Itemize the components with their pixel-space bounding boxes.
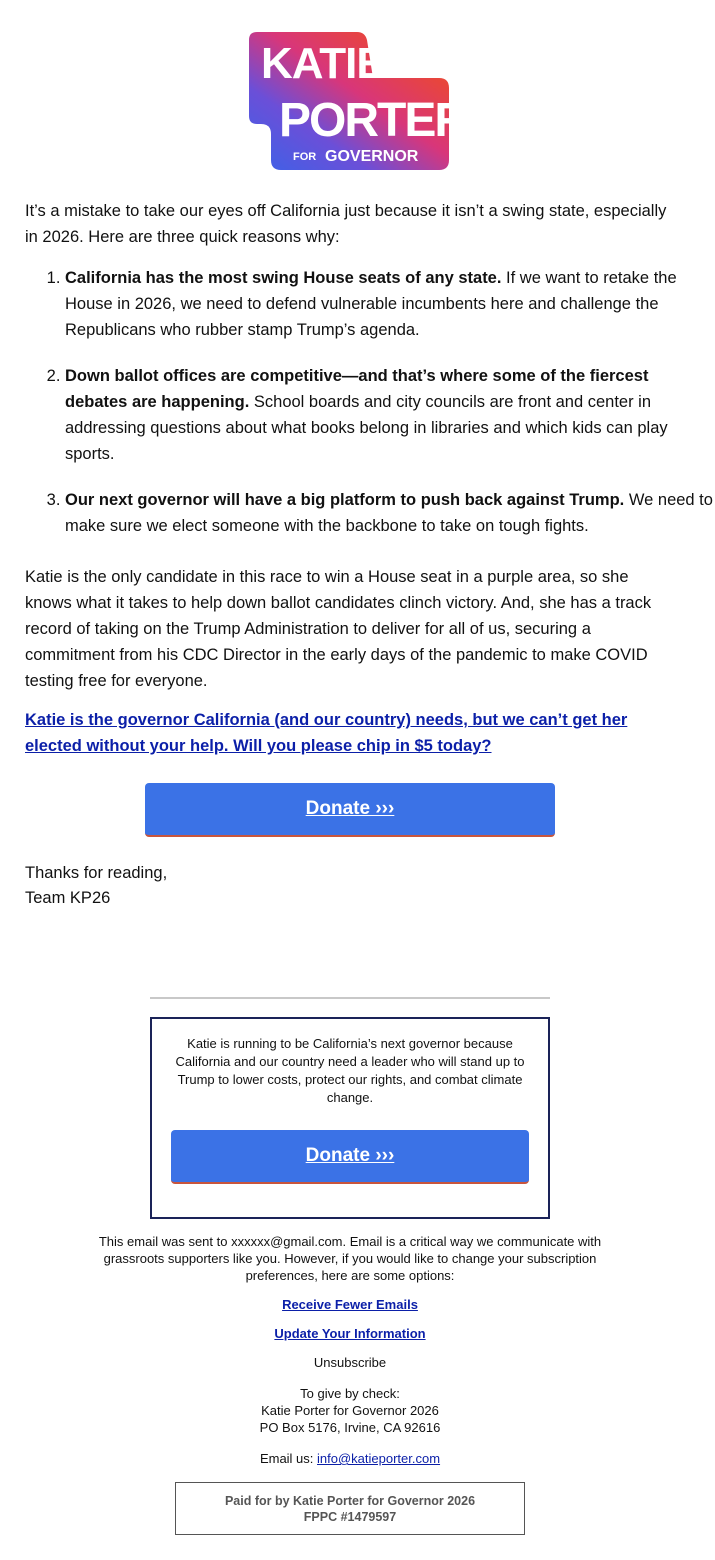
receive-fewer-emails-link[interactable]: Receive Fewer Emails [282,1297,418,1312]
reason-text: School boards and city councils are front and center in addressing questions about what books belong in libraries and which kids can play sports. [65,393,668,463]
logo-line1: KATIE [261,39,385,88]
donate-button[interactable]: Donate ››› [145,783,555,837]
reason-bold: Down ballot offices are competitive—and that’s where some of the fiercest debates are happening. [65,367,649,411]
reasons-list [25,265,715,559]
email-link[interactable]: info@katieporter.com [317,1451,441,1466]
reason-item [65,265,715,343]
divider [150,997,550,999]
reason-bold: Our next governor will have a big platform to push back against Trump. [65,491,625,509]
signoff [25,861,167,911]
unsubscribe-link[interactable]: Unsubscribe [313,1355,387,1370]
appeal-text: Katie is running to be California’s next governor because California and our country need a leader who will stand up to Trump to lower costs, protect our rights, and combat climate change. [175,1036,525,1105]
check-name: Katie Porter for Governor 2026 [261,1403,439,1418]
reason-item [65,363,715,467]
reason-bold: California has the most swing House seats of any state. [65,269,502,287]
reason-item [65,487,715,539]
reason-text: If we want to retake the House in 2026, we need to defend vulnerable incumbents here and challenge the Republicans who rubber stamp Trump’s agenda. [65,269,677,339]
logo-governor: GOVERNOR [325,148,419,165]
logo-line2: PORTER [279,94,468,147]
signoff-line2: Team KP26 [25,889,111,907]
appeal-box [150,1017,550,1219]
body-paragraph: Katie is the only candidate in this race to win a House seat in a purple area, so she knows what it takes to help down ballot candidates clinch victory. And, she has a track record of taking on the Trump Administration to deliver for all of us, securing a commitment from his CDC Director in the early days of the pandemic to make COVID testing free for everyone. [25,568,652,690]
update-information-link[interactable]: Update Your Information [274,1326,426,1341]
subscription-notice: This email was sent to xxxxxx@gmail.com. Email is a critical way we communicate with grassroots supporters like you. However, if you would like to change your subscription preferences, here are some options: [98,1234,602,1283]
campaign-logo [249,32,468,170]
donate-cta-link[interactable]: Katie is the governor California (and our country) needs, but we can’t get her elected without your help. Will you please chip in $5 today? [25,711,628,755]
fppc-line: FPPC #1479597 [303,1510,397,1524]
campaign-logo-graphic [249,32,468,170]
donate-button-secondary[interactable]: Donate ››› [171,1130,529,1184]
check-address: PO Box 5176, Irvine, CA 92616 [259,1420,441,1435]
logo-for: FOR [293,151,317,163]
email-us-label: Email us: [259,1451,318,1466]
check-heading: To give by check: [300,1386,400,1401]
email-us-line [150,1450,550,1467]
paid-for-line: Paid for by Katie Porter for Governor 2026 [224,1494,476,1508]
intro-paragraph [25,198,675,250]
paid-for-box [175,1482,525,1535]
intro-text: It’s a mistake to take our eyes off California just because it isn’t a swing state, especially in 2026. Here are three quick reasons why: [25,202,667,246]
signoff-line1: Thanks for reading, [25,864,168,882]
reason-text: We need to make sure we elect someone with the backbone to take on tough fights. [65,491,713,535]
